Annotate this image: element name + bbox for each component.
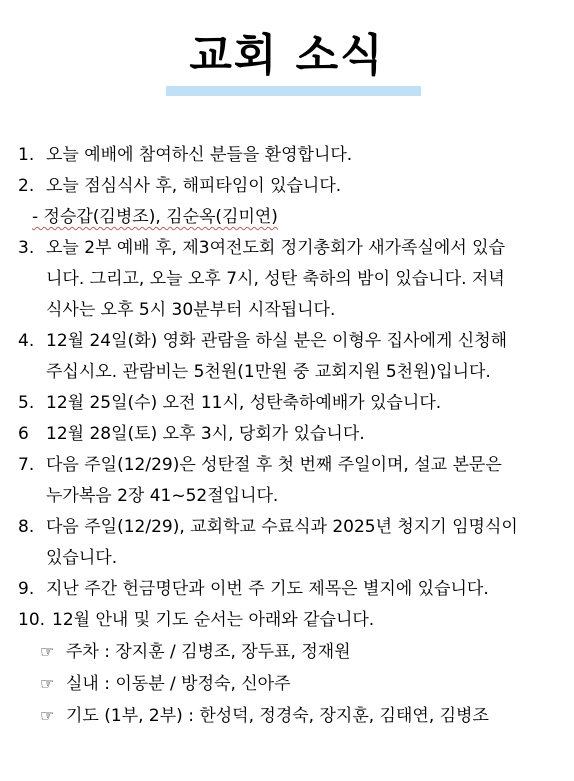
item-text: 있습니다. <box>46 548 118 568</box>
item-number: 10. <box>18 610 46 630</box>
list-item <box>18 605 563 636</box>
bullet-text: 기도 (1부, 2부) : 한성덕, 정경숙, 장지훈, 김태연, 김병조 <box>66 706 489 726</box>
list-item <box>18 419 563 450</box>
list-item <box>18 326 563 388</box>
item-text: 다음 주일(12/29)은 성탄절 후 첫 번째 주일이며, 설교 본문은 <box>46 455 502 475</box>
bullet-text: 주차 : 장지훈 / 김병조, 장두표, 정재원 <box>66 642 351 662</box>
list-item <box>18 512 563 574</box>
bullet-item <box>18 700 563 732</box>
item-text: 식사는 오후 5시 30분부터 시작됩니다. <box>46 300 336 320</box>
item-text: 누가복음 2장 41~52절입니다. <box>46 486 279 506</box>
pointing-hand-icon: ☞ <box>40 674 55 693</box>
item-text: 오늘 2부 예배 후, 제3여전도회 정기총회가 새가족실에서 있습 <box>46 238 505 258</box>
list-item <box>18 574 563 605</box>
item-number: 2. <box>18 176 35 196</box>
item-number: 8. <box>18 517 35 537</box>
pointing-hand-icon: ☞ <box>40 642 55 661</box>
list-item <box>18 388 563 419</box>
bullet-item <box>18 636 563 668</box>
item-text: 니다. 그리고, 오늘 오후 7시, 성탄 축하의 밤이 있습니다. 저녁 <box>46 269 505 289</box>
item-number: 9. <box>18 579 35 599</box>
list-item <box>18 140 563 171</box>
item-number: 4. <box>18 331 35 351</box>
list-item <box>18 171 563 202</box>
list-item <box>18 450 563 512</box>
pointing-hand-icon: ☞ <box>40 706 55 725</box>
page-title: 교회 소식 <box>189 30 385 81</box>
item-number: 7. <box>18 455 35 475</box>
item-number: 3. <box>18 238 35 258</box>
item-text: 12월 25일(수) 오전 11시, 성탄축하예배가 있습니다. <box>46 393 442 413</box>
item-number: 6 <box>18 424 29 444</box>
title-underline-bar <box>166 86 421 96</box>
list-item <box>18 233 563 326</box>
item-text: 지난 주간 헌금명단과 이번 주 기도 제목은 별지에 있습니다. <box>46 579 489 599</box>
news-list <box>18 140 563 732</box>
title-area <box>0 28 574 84</box>
item-number: 1. <box>18 145 35 165</box>
item-text: 다음 주일(12/29), 교회학교 수료식과 2025년 청지기 임명식이 <box>46 517 518 537</box>
bullet-text: 실내 : 이동분 / 방정숙, 신아주 <box>66 674 291 694</box>
item-text: 12월 28일(토) 오후 3시, 당회가 있습니다. <box>46 424 365 444</box>
bullet-item <box>18 668 563 700</box>
item-number: 5. <box>18 393 35 413</box>
item-text: 주십시오. 관람비는 5천원(1만원 중 교회지원 5천원)입니다. <box>46 362 491 382</box>
item-text: 오늘 예배에 참여하신 분들을 환영합니다. <box>46 145 353 165</box>
item-text: 12월 24일(화) 영화 관람을 하실 분은 이형우 집사에게 신청해 <box>46 331 508 351</box>
item-subline <box>18 202 563 233</box>
item-text: 오늘 점심식사 후, 해피타임이 있습니다. <box>46 176 342 196</box>
sub-text: - 정승갑(김병조), 김순옥(김미연) <box>32 207 278 227</box>
item-text: 12월 안내 및 기도 순서는 아래와 같습니다. <box>52 610 375 630</box>
